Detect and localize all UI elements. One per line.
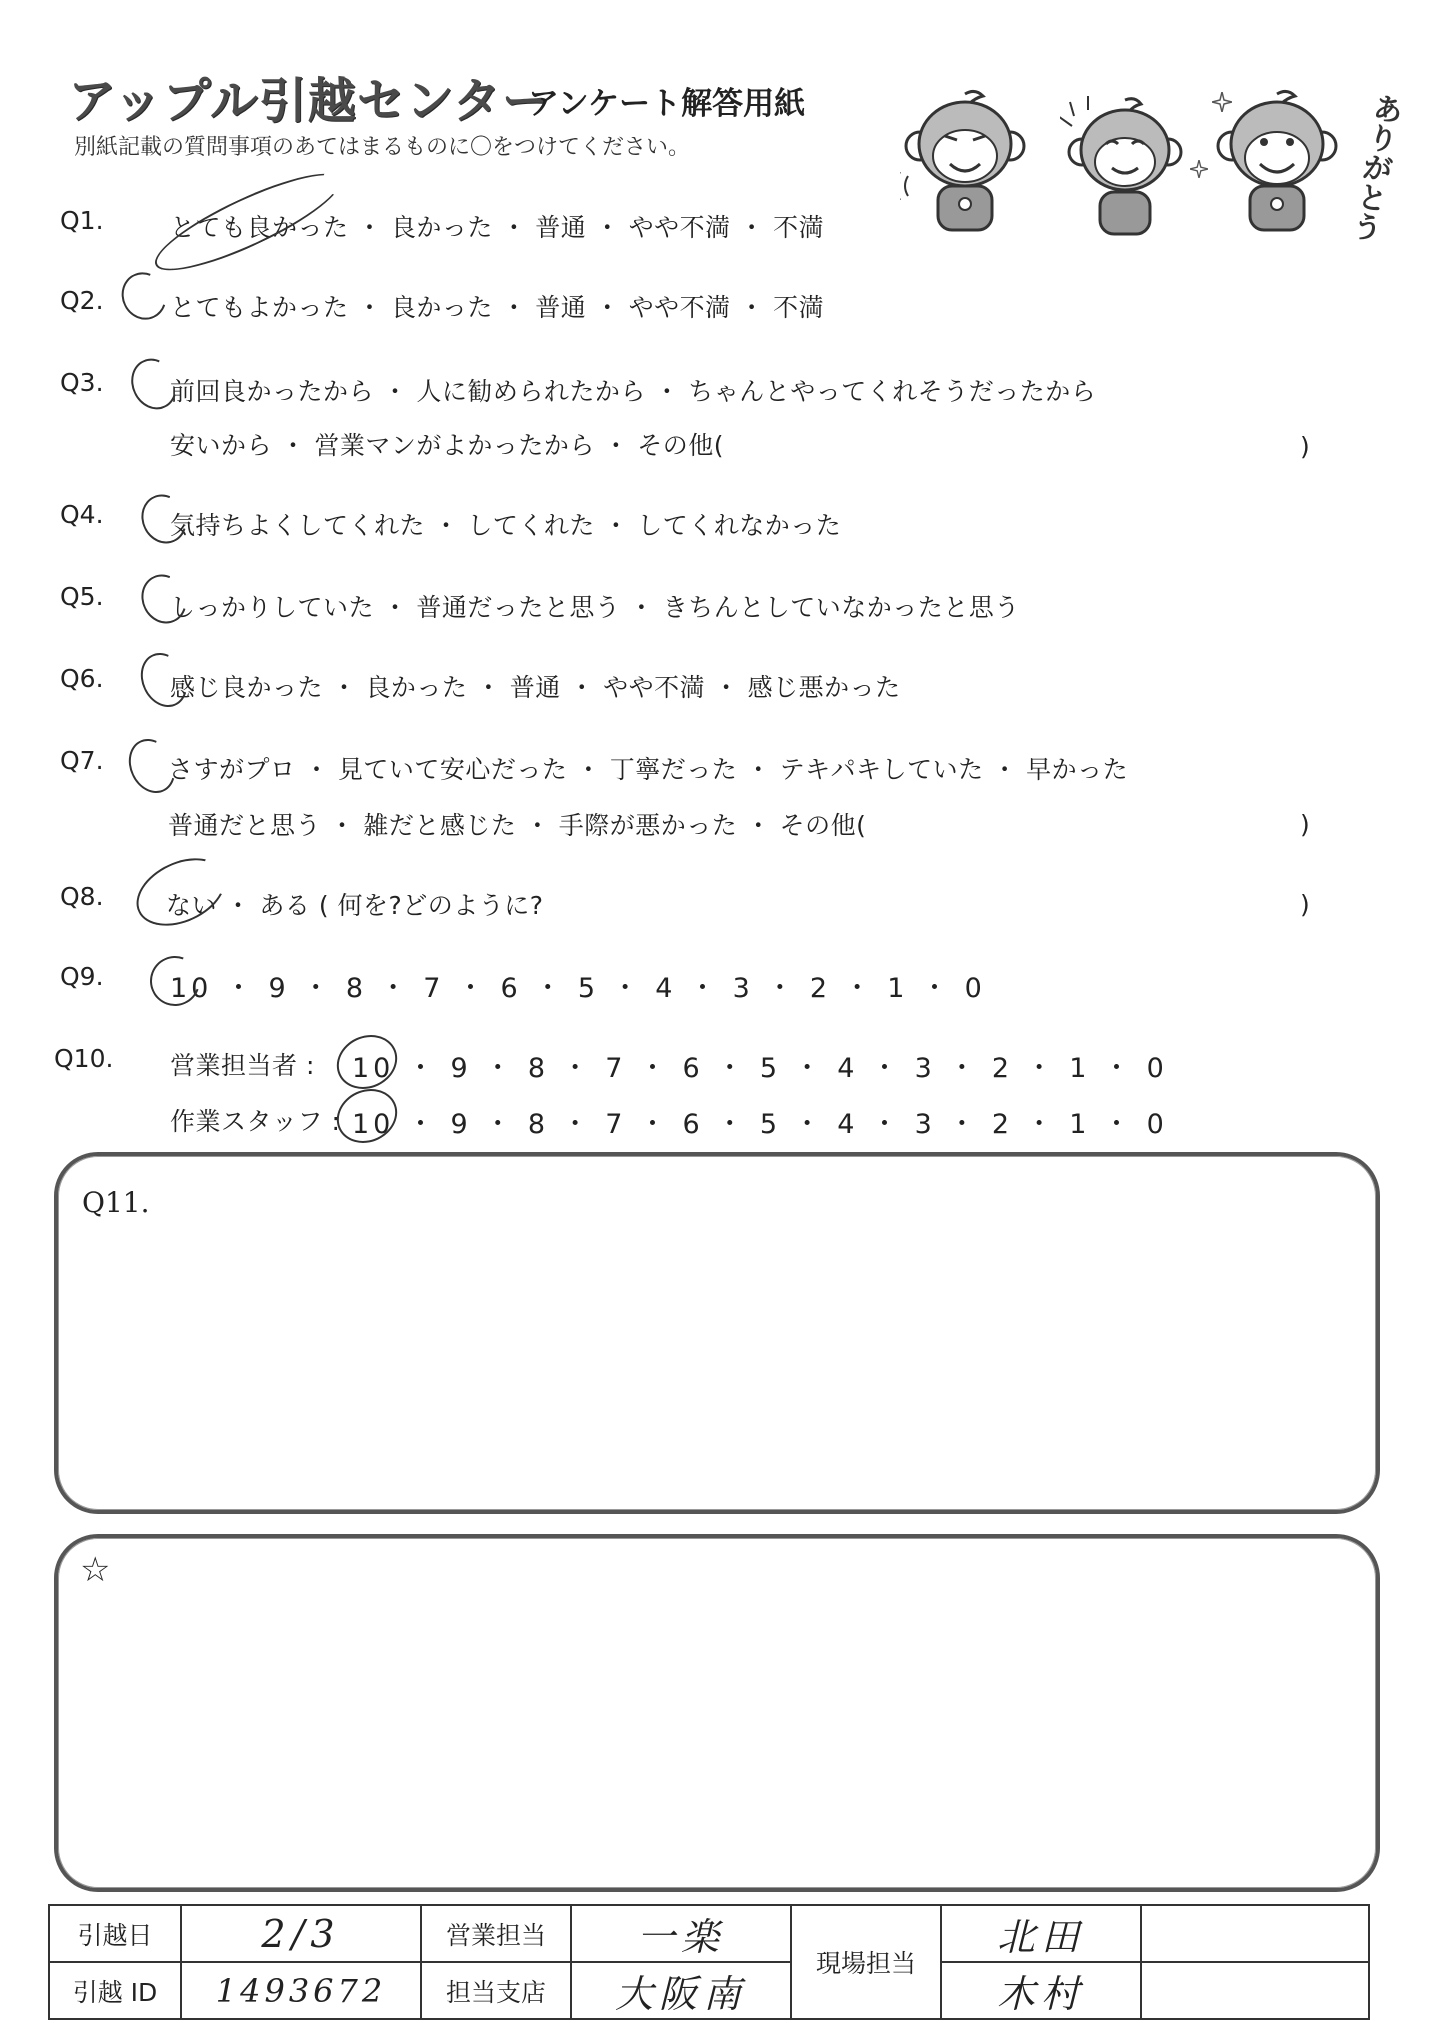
monkey-mascot-wink-icon <box>900 86 1030 246</box>
q2-label: Q2. <box>60 286 104 315</box>
q11-label: Q11. <box>82 1186 150 1219</box>
sales-rep-handwriting: 一楽 <box>636 1915 725 1959</box>
q1-options: とても良かった ・ 良かった ・ 普通 ・ やや不満 ・ 不満 <box>170 213 825 242</box>
q6-options: 感じ良かった ・ 良かった ・ 普通 ・ やや不満 ・ 感じ悪かった <box>170 673 901 702</box>
form-subtitle: アンケート解答用紙 <box>528 86 806 122</box>
q7-options-line1: さすがプロ ・ 見ていて安心だった ・ 丁寧だった ・ テキパキしていた ・ 早かった <box>168 755 1129 784</box>
star-comment-box[interactable] <box>54 1534 1380 1892</box>
q10-sales-label: 営業担当者 : <box>170 1051 315 1080</box>
branch-value[interactable] <box>571 1962 791 2019</box>
site-rep-value-1[interactable] <box>941 1905 1141 1962</box>
sales-rep-label: 営業担当 <box>421 1905 571 1962</box>
q3-options-line1: 前回良かったから ・ 人に勧められたから ・ ちゃんとやってくれそうだったから <box>170 377 1097 406</box>
site-rep-extra-1[interactable] <box>1141 1905 1369 1962</box>
sales-rep-value[interactable] <box>571 1905 791 1962</box>
q8-options: ない ・ ある ( 何を?どのように? <box>166 891 544 920</box>
q8-answer-circle <box>126 845 237 939</box>
move-id-value[interactable] <box>181 1962 421 2019</box>
q7-close-paren: ) <box>1300 810 1310 839</box>
site-rep-label: 現場担当 <box>791 1905 941 2019</box>
q6-label: Q6. <box>60 664 104 693</box>
q10-staff-selected-circle <box>328 1079 406 1152</box>
q3-options-line2: 安いから ・ 営業マンがよかったから ・ その他( <box>170 431 725 460</box>
branch-handwriting: 大阪南 <box>614 1972 747 2016</box>
q10-label: Q10. <box>54 1044 114 1073</box>
move-date-handwriting: 2/3 <box>261 1911 341 1956</box>
move-date-label: 引越日 <box>49 1905 181 1962</box>
q7-options-line2: 普通だと思う ・ 雑だと感じた ・ 手際が悪かった ・ その他( <box>168 811 867 840</box>
q10-staff-label: 作業スタッフ : <box>170 1107 341 1136</box>
q10-staff-scale: 10 ・ 9 ・ 8 ・ 7 ・ 6 ・ 5 ・ 4 ・ 3 ・ 2 ・ 1 ・ 0 <box>352 1109 1168 1140</box>
q8-close-paren: ) <box>1300 890 1310 919</box>
q11-comment-box[interactable] <box>54 1152 1380 1514</box>
brand-title: アップル引越センター <box>68 73 551 129</box>
q8-label: Q8. <box>60 882 104 911</box>
footer-info-table <box>48 1904 1370 2020</box>
q10-sales-scale: 10 ・ 9 ・ 8 ・ 7 ・ 6 ・ 5 ・ 4 ・ 3 ・ 2 ・ 1 ・ 0 <box>352 1053 1168 1084</box>
sparkle-icon <box>1190 160 1208 178</box>
monkey-mascot-laugh-icon <box>1060 96 1190 246</box>
q5-options: しっかりしていた ・ 普通だったと思う ・ きちんとしていなかったと思う <box>170 593 1020 622</box>
q5-label: Q5. <box>60 582 104 611</box>
q7-label: Q7. <box>60 746 104 775</box>
site-rep-value-2[interactable] <box>941 1962 1141 2019</box>
q3-label: Q3. <box>60 368 104 397</box>
q2-options: とてもよかった ・ 良かった ・ 普通 ・ やや不満 ・ 不満 <box>170 293 825 322</box>
q9-scale: 10 ・ 9 ・ 8 ・ 7 ・ 6 ・ 5 ・ 4 ・ 3 ・ 2 ・ 1 ・ 0 <box>170 973 986 1004</box>
move-id-handwriting: 1493672 <box>215 1971 387 2010</box>
move-id-label: 引越 ID <box>49 1962 181 2019</box>
q9-label: Q9. <box>60 962 104 991</box>
q3-close-paren: ) <box>1300 432 1310 461</box>
q4-options: 気持ちよくしてくれた ・ してくれた ・ してくれなかった <box>170 511 842 540</box>
star-icon: ☆ <box>80 1550 111 1590</box>
q1-label: Q1. <box>60 206 104 235</box>
move-date-value[interactable] <box>181 1905 421 1962</box>
site-rep-1-handwriting: 北田 <box>996 1915 1085 1959</box>
thanks-text: ありがとう <box>1344 90 1405 244</box>
q2-answer-mark <box>114 265 174 327</box>
instruction-text: 別紙記載の質問事項のあてはまるものに〇をつけてください。 <box>74 135 691 160</box>
q4-label: Q4. <box>60 500 104 529</box>
sparkle-icon <box>1212 92 1232 112</box>
q7-answer-mark <box>120 731 184 800</box>
site-rep-2-handwriting: 木村 <box>996 1972 1085 2016</box>
q6-answer-mark <box>132 645 196 714</box>
site-rep-extra-2[interactable] <box>1141 1962 1369 2019</box>
q10-sales-selected-circle <box>328 1025 406 1098</box>
branch-label: 担当支店 <box>421 1962 571 2019</box>
